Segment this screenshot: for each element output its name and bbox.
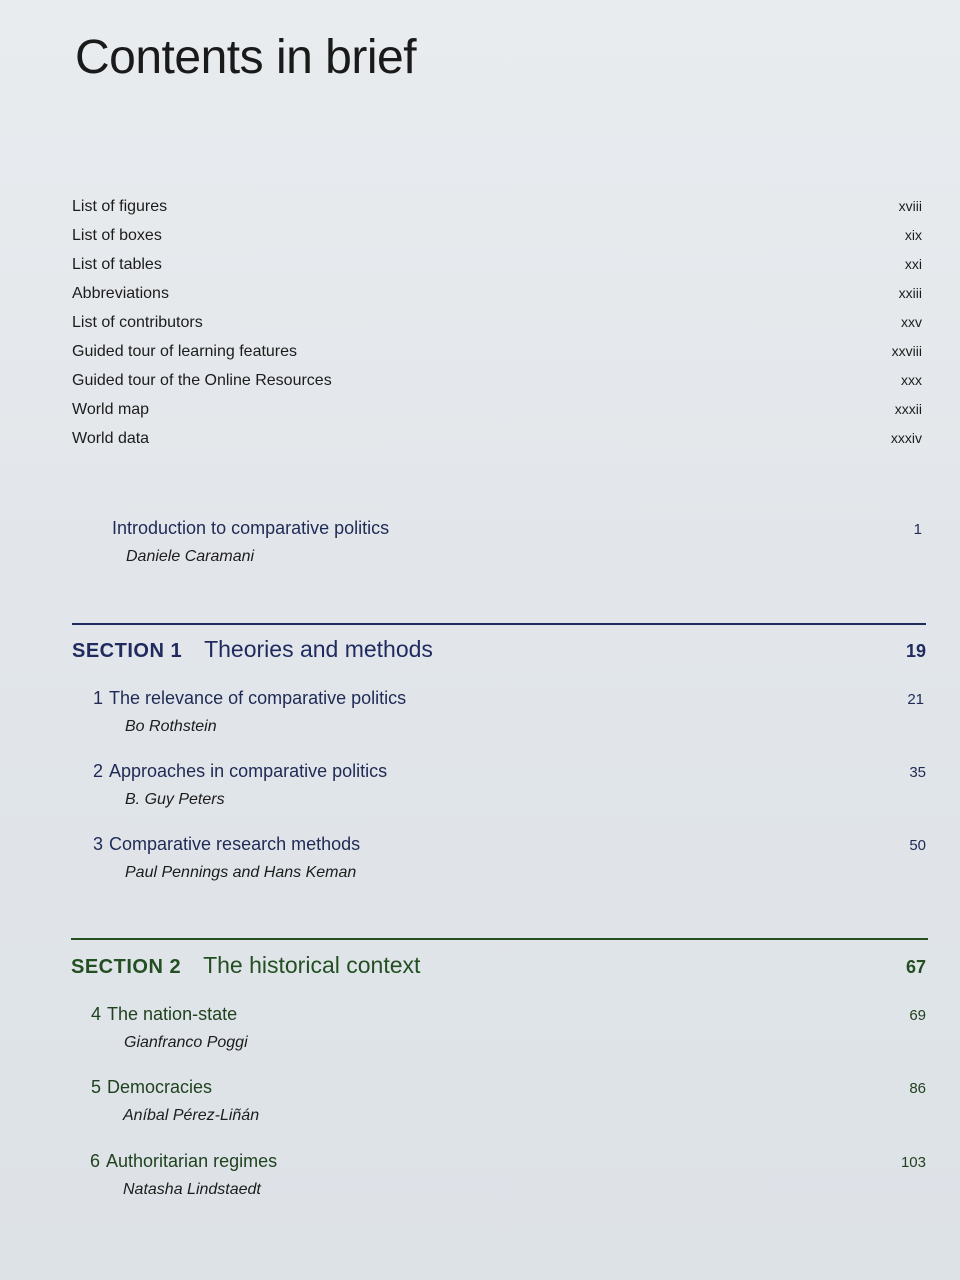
front-matter-label: List of tables	[72, 256, 162, 273]
front-matter-page: xxxii	[894, 401, 922, 417]
front-matter-page: xxx	[901, 372, 922, 388]
front-matter-label: Abbreviations	[72, 285, 169, 302]
section-divider	[72, 623, 926, 625]
chapter-author: Gianfranco Poggi	[124, 1034, 248, 1051]
front-matter-page: xxxiv	[890, 430, 922, 446]
section-heading[interactable]	[72, 636, 926, 663]
chapter-title: Democracies	[107, 1077, 213, 1097]
front-matter-item[interactable]	[72, 430, 922, 459]
front-matter-page: xix	[904, 227, 922, 243]
chapter-author: B. Guy Peters	[125, 791, 225, 808]
chapter-number: 4	[91, 1004, 102, 1024]
chapter-page: 103	[900, 1154, 926, 1171]
chapter-author: Bo Rothstein	[125, 718, 217, 735]
section-page: 67	[905, 957, 926, 977]
front-matter-item[interactable]	[72, 372, 922, 401]
front-matter-label: List of contributors	[72, 314, 203, 331]
front-matter-label: List of boxes	[72, 227, 162, 244]
front-matter-item[interactable]	[72, 401, 922, 430]
front-matter-item[interactable]	[72, 285, 922, 314]
section-number: SECTION 2	[71, 956, 182, 978]
chapter-title: The nation-state	[107, 1004, 238, 1024]
chapter-title: The relevance of comparative politics	[109, 688, 407, 708]
chapter-page: 69	[909, 1007, 926, 1024]
chapter-page: 1	[913, 521, 922, 538]
chapter-author: Aníbal Pérez-Liñán	[123, 1107, 260, 1124]
front-matter-page: xxv	[901, 314, 922, 330]
chapter-title: Comparative research methods	[109, 834, 361, 854]
chapter-number: 3	[93, 834, 104, 854]
front-matter-page: xxi	[904, 256, 922, 272]
front-matter-item[interactable]	[72, 314, 922, 343]
chapter-page: 86	[909, 1080, 926, 1097]
front-matter-label: World data	[72, 430, 150, 447]
section-title: Theories and methods	[204, 636, 433, 662]
chapter-number: 2	[93, 761, 104, 781]
section-heading[interactable]	[71, 952, 926, 979]
chapter-author: Daniele Caramani	[126, 548, 255, 565]
chapter-number: 6	[90, 1151, 101, 1171]
front-matter-label: World map	[72, 401, 150, 418]
chapter-page: 21	[907, 691, 924, 708]
chapter-title: Introduction to comparative politics	[112, 518, 390, 538]
front-matter-item[interactable]	[72, 198, 922, 227]
chapter-author: Paul Pennings and Hans Keman	[125, 864, 357, 881]
chapter-number: 5	[91, 1077, 102, 1097]
front-matter-label: Guided tour of learning features	[72, 343, 298, 360]
front-matter-page: xviii	[898, 198, 922, 214]
section-title: The historical context	[203, 952, 421, 978]
chapter-page: 50	[909, 837, 926, 854]
chapter-number: 1	[93, 688, 104, 708]
chapter-title: Authoritarian regimes	[106, 1151, 278, 1171]
chapter-page: 35	[909, 764, 926, 781]
front-matter-page: xxiii	[898, 285, 922, 301]
front-matter-label: List of figures	[72, 198, 168, 215]
chapter-title: Approaches in comparative politics	[109, 761, 388, 781]
front-matter-page: xxviii	[891, 343, 922, 359]
section-number: SECTION 1	[72, 640, 183, 662]
section-divider	[71, 938, 928, 940]
section-page: 19	[905, 641, 926, 661]
page-title: Contents in brief	[75, 31, 417, 84]
front-matter-item[interactable]	[72, 343, 922, 372]
front-matter-item[interactable]	[72, 227, 922, 256]
front-matter-item[interactable]	[72, 256, 922, 285]
chapter-author: Natasha Lindstaedt	[123, 1181, 261, 1198]
front-matter-label: Guided tour of the Online Resources	[72, 372, 332, 389]
